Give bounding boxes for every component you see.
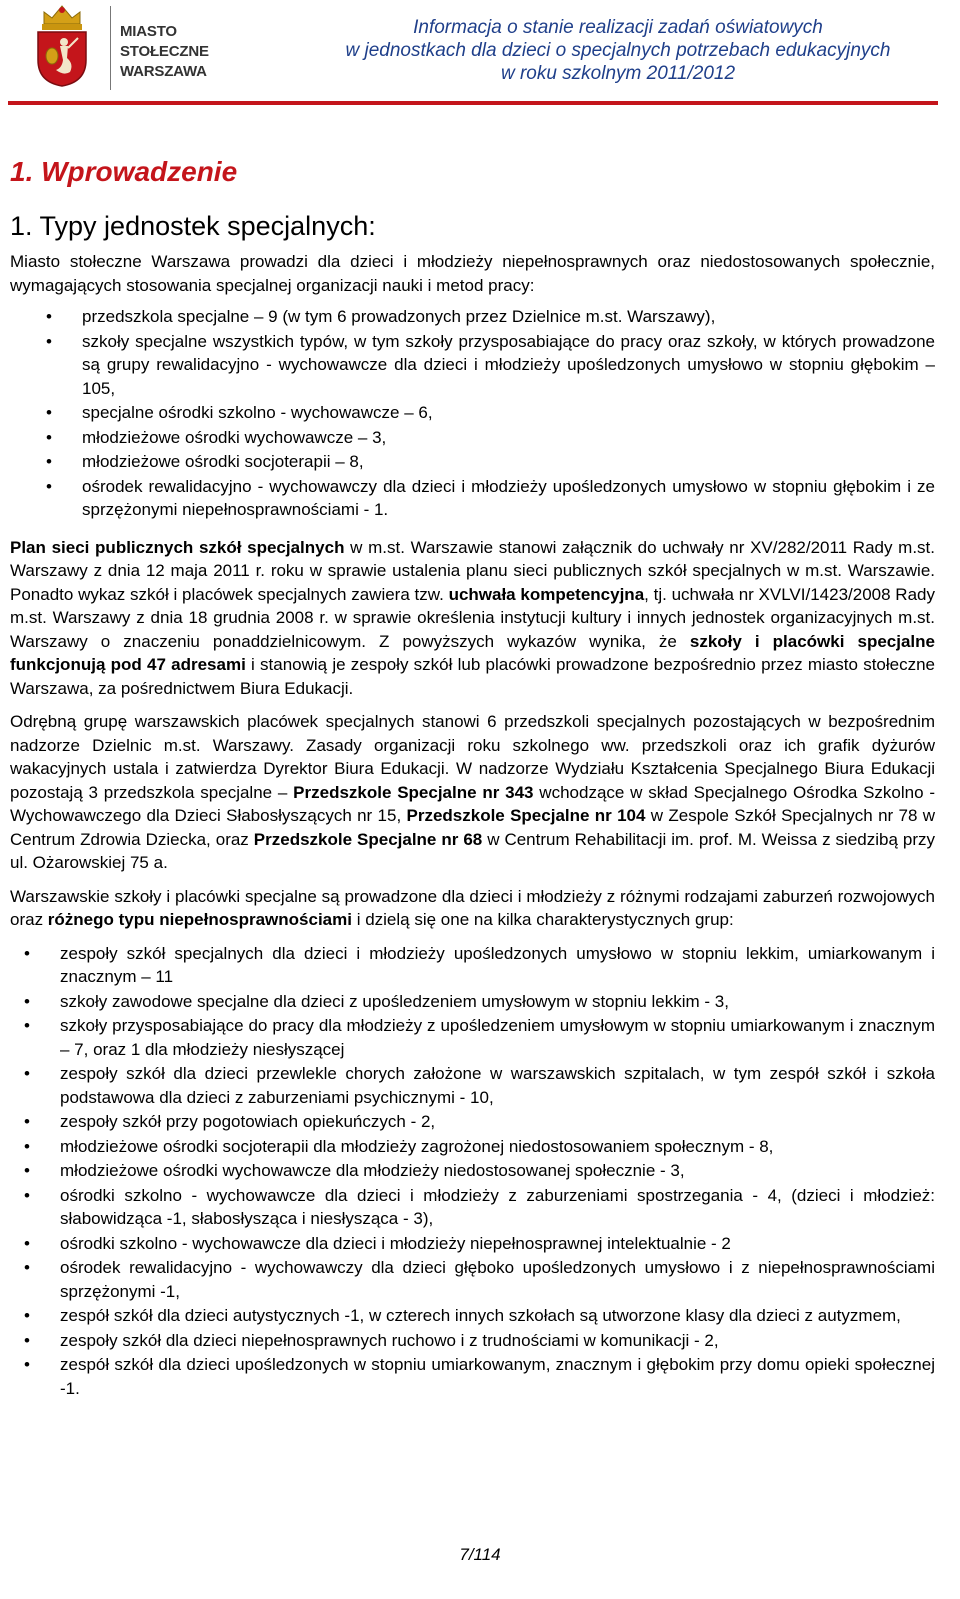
plan-bold-3: szkoły i placówki specjalne funkcjonują pod 47 adresami [10,631,935,674]
list-item-text: zespoły szkół przy pogotowiach opiekuńczych - 2, [60,1112,436,1131]
list-item [10,1353,935,1400]
list-item [10,990,935,1014]
document-title-line-2: w jednostkach dla dzieci o specjalnych potrzebach edukacyjnych [345,40,891,61]
page-content [10,150,935,1401]
preschools-text-3: w Zespole Szkół Specjalnych nr 78 w Centrum Zdrowia Dziecka, oraz [10,806,936,849]
preschools-text-2: wchodzące w skład Specjalnego Ośrodka Szkolno - Wychowawczego dla Dzieci Słabosłyszących nr 15, [10,782,935,825]
bullet-icon: • [24,1136,30,1156]
groups-paragraph [10,885,935,932]
list-item [10,942,935,989]
bullet-icon: • [24,1016,30,1035]
document-title [308,16,928,85]
city-line-1: MIASTO [120,23,177,40]
list-item [10,450,935,474]
city-line-2: STOŁECZNE [120,43,209,60]
list-item-text: szkoły przysposabiające do pracy dla młodzieży z upośledzeniem umysłowym w stopniu umiarkowanym i znacznym – 7, oraz 1 dla młodzieży niesłyszącej [60,1016,935,1059]
preschools-bold-3: Przedszkole Specjalne nr 68 [253,829,483,849]
list-item-text: specjalne ośrodki szkolno - wychowawcze – 6, [82,403,433,422]
bullet-icon: • [24,1185,30,1205]
bullet-icon: • [46,331,52,351]
subsection-heading: 1. Typy jednostek specjalnych: [10,211,376,241]
list-item-text: przedszkola specjalne – 9 (w tym 6 prowadzonych przez Dzielnice m.st. Warszawy), [82,307,716,326]
coat-of-arms-icon [30,4,94,88]
preschools-text-4: w Centrum Rehabilitacji im. prof. M. Weissa z siedzibą przy ul. Ożarowskiej 75 a. [10,829,935,872]
unit-types-list [10,305,935,522]
bullet-icon: • [24,1064,30,1083]
bullet-icon: • [24,1306,30,1325]
page-number: 7/114 [459,1545,501,1564]
list-item-text: młodzieżowe ośrodki wychowawcze dla młodzieży niedostosowanej społecznie - 3, [60,1161,685,1180]
bullet-icon: • [24,991,30,1011]
list-item [10,330,935,401]
intro-paragraph: Miasto stołeczne Warszawa prowadzi dla dzieci i młodzieży niepełnosprawnych oraz niedostosowanych społecznie, wymagających stosowania specjalnej organizacji nauki i metod pracy: [10,252,935,295]
plan-bold-1: Plan sieci publicznych szkół specjalnych [10,537,345,557]
list-item [10,1159,935,1183]
list-item [10,1256,935,1303]
preschools-text-1: Odrębną grupę warszawskich placówek specjalnych stanowi 6 przedszkoli specjalnych pozostających w bezpośrednim nadzorze Dzielnic m.st. Warszawy. Zasady organizacji roku szkolnego ww. przedszkoli oraz ich grafik dyżurów wakacyjnych ustala i zatwierdza Dyrektor Biura Edukacji. W nadzorze Wydziału Kształcenia Specjalnego Biura Edukacji pozostają 3 przedszkola specjalne – [10,712,935,802]
list-item-text: ośrodek rewalidacyjno - wychowawczy dla dzieci i młodzieży upośledzonych umysłowo w stopniu głębokim i ze sprzężonymi niepełnosprawnościami - 1. [82,476,935,519]
list-item-text: szkoły zawodowe specjalne dla dzieci z upośledzeniem umysłowym w stopniu lekkim - 3, [60,991,729,1011]
list-item-text: zespoły szkół specjalnych dla dzieci i młodzieży upośledzonych umysłowo w stopniu lekkim, umiarkowanym i znacznym – 11 [60,943,935,986]
groups-list [10,942,935,1401]
header-rule [8,101,938,105]
preschools-bold-2: Przedszkole Specjalne nr 104 [406,806,646,825]
groups-text-1: Warszawskie szkoły i placówki specjalne są prowadzone dla dzieci i młodzieży z różnymi rodzajami zaburzeń rozwojowych oraz [10,886,935,929]
list-item [10,1304,935,1328]
list-item-text: zespoły szkół dla dzieci przewlekle chorych założone w warszawskich szpitalach, w tym zespół szkół i szkoła podstawowa dla dzieci z zaburzeniami psychicznymi - 10, [60,1064,935,1107]
groups-bold-1: różnego typu niepełnosprawnościami [47,910,352,929]
plan-text-3: i stanowią je zespoły szkół lub placówki prowadzone bezpośrednio przez miasto stołeczne Warszawa, za pośrednictwem Biura Edukacji. [10,655,936,698]
list-item [10,1232,935,1256]
list-item-text: szkoły specjalne wszystkich typów, w tym szkoły przysposabiające do pracy oraz szkoły, w których prowadzone są grupy rewalidacyjno - wychowawcze dla dzieci i młodzieży upośledzonych umysłowo w stopniu głębokim – 105, [82,331,935,398]
bullet-icon: • [46,476,52,496]
header-divider [110,6,111,90]
city-line-3: WARSZAWA [120,63,207,80]
list-item-text: zespoły szkół dla dzieci niepełnosprawnych ruchowo i z trudnościami w komunikacji - 2, [60,1330,719,1350]
bullet-icon: • [46,427,52,447]
list-item [10,401,935,425]
bullet-icon: • [24,1355,30,1374]
list-item-text: ośrodki szkolno - wychowawcze dla dzieci i młodzieży z zaburzeniami spostrzegania - 4, (dzieci i młodzież: słabowidząca -1, słabosłysząca i niesłysząca - 3), [60,1185,935,1228]
preschools-paragraph [10,710,935,875]
list-item-text: ośrodki szkolno - wychowawcze dla dzieci i młodzieży niepełnosprawnej intelektualnie - 2 [60,1233,731,1253]
bullet-icon: • [24,1112,30,1131]
list-item [10,1014,935,1061]
city-name [120,22,209,82]
list-item-text: ośrodek rewalidacyjno - wychowawczy dla dzieci głęboko upośledzonych umysłowo i z niepełnosprawnościami sprzężonymi -1, [60,1258,935,1301]
list-item-text: młodzieżowe ośrodki socjoterapii – 8, [82,452,364,471]
bullet-icon: • [24,1330,30,1350]
list-item [10,1110,935,1134]
list-item-text: młodzieżowe ośrodki socjoterapii dla młodzieży zagrożonej niedostosowaniem społecznym - 8, [60,1136,774,1156]
plan-text-1: w m.st. Warszawie stanowi załącznik do uchwały nr XV/282/2011 Rady m.st. Warszawy z dnia 12 maja 2011 r. roku w sprawie ustalenia planu sieci publicznych szkół specjalnych w m.st. Warszawie. Ponadto wykaz szkół i placówek specjalnych zawiera tzw. [10,537,935,604]
bullet-icon: • [24,1233,30,1253]
plan-paragraph [10,536,935,701]
list-item [10,1329,935,1353]
bullet-icon: • [46,403,52,422]
bullet-icon: • [24,1161,30,1180]
plan-bold-2: uchwała kompetencyjna [448,584,645,604]
bullet-icon: • [46,452,52,471]
document-title-line-3: w roku szkolnym 2011/2012 [500,63,736,84]
bullet-icon: • [24,943,30,963]
list-item [10,305,935,329]
plan-text-2: , tj. uchwała nr XVLVI/1423/2008 Rady m.st. Warszawy z dnia 18 grudnia 2008 r. w sprawie określenia instytucji kultury i innych jednostek organizacyjnych m.st. Warszawy o znaczeniu ponaddzielnicowym. Z powyższych wykazów wynika, że [10,584,935,651]
section-heading: 1. Wprowadzenie [10,156,238,187]
list-item [10,475,935,522]
list-item [10,426,935,450]
bullet-icon: • [46,307,52,326]
bullet-icon: • [24,1258,30,1277]
groups-text-2: i dzielą się one na kilka charakterystycznych grup: [351,910,734,929]
list-item-text: zespół szkół dla dzieci autystycznych -1, w czterech innych szkołach są utworzone klasy dla dzieci z autyzmem, [60,1306,901,1325]
preschools-bold-1: Przedszkole Specjalne nr 343 [293,782,534,802]
list-item-text: młodzieżowe ośrodki wychowawcze – 3, [82,427,387,447]
list-item [10,1062,935,1109]
warsaw-coat-of-arms-logo [30,4,94,88]
list-item [10,1135,935,1159]
list-item [10,1184,935,1231]
document-title-line-1: Informacja o stanie realizacji zadań oświatowych [413,17,823,38]
page-header [8,0,938,106]
list-item-text: zespół szkół dla dzieci upośledzonych w stopniu umiarkowanym, znacznym i głębokim przy domu opieki społecznej -1. [60,1355,935,1398]
